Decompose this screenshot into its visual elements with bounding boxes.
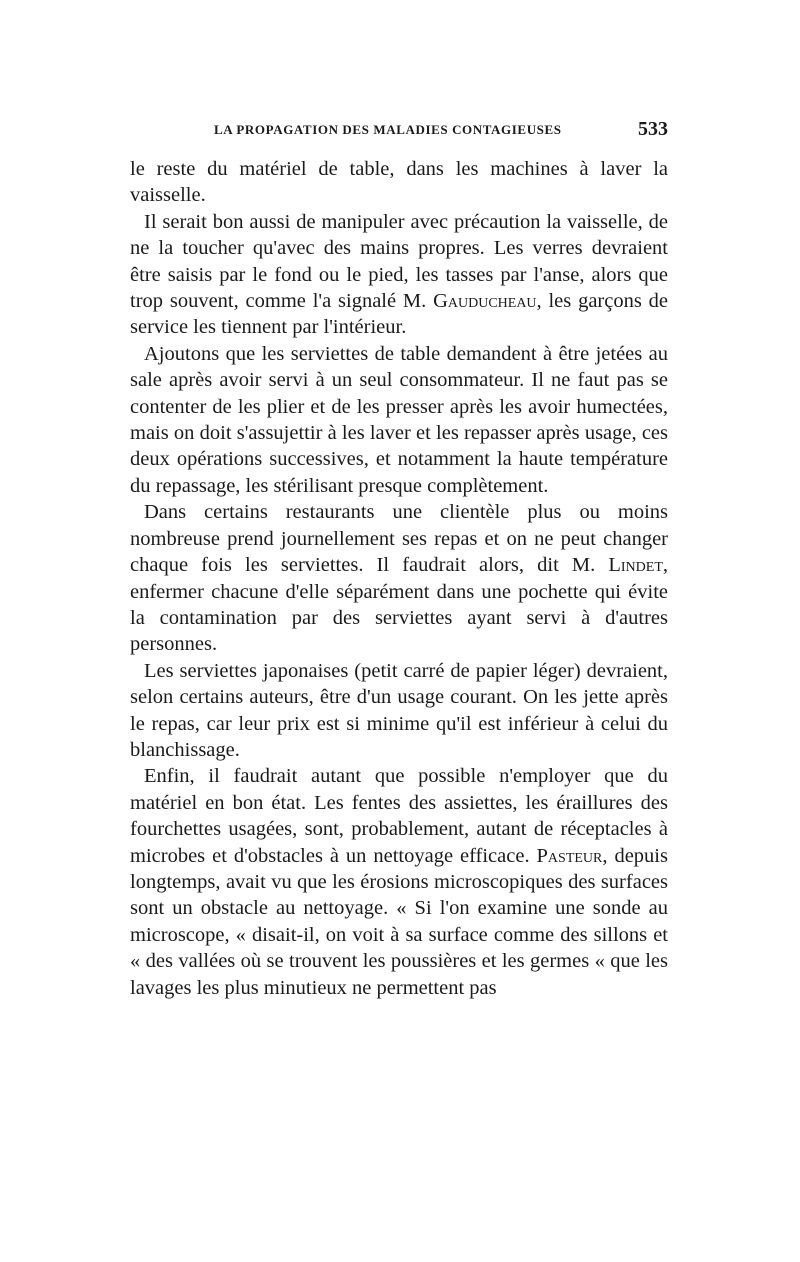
paragraph-text: , depuis longtemps, avait vu que les érosions microscopiques des surfaces sont un obstacle au nettoyage. « Si l'on examine une sonde au microscope, « disait-il, on voit à sa surface comme des sillons et « des vallées où se trouvent les poussières et les germes « que les lavages les plus minutieux ne permettent pas [130,844,668,999]
paragraph-text: Les serviettes japonaises (petit carré de papier léger) devraient, selon certains auteurs, être d'un usage courant. On les jette après le repas, car leur prix est si minime qu'il est inférieur à celui du blanchissage. [130,659,668,761]
book-page [130,118,668,1001]
paragraph [130,763,668,1001]
author-name: Lindet [608,554,663,577]
paragraph [130,658,668,764]
author-name: Pasteur [536,844,603,867]
body-text [130,156,668,1001]
author-name: Gauducheau [433,290,537,313]
paragraph-text: , les garçons de service les tiennent par l'intérieur. [130,290,668,339]
paragraph-text: Enfin, il faudrait autant que possible n'employer que du matériel en bon état. Les fentes des assiettes, les éraillures des fourchettes usagées, sont, probablement, autant de réceptacles à microbes et d'obstacles à un nettoyage efficace. [130,765,668,867]
paragraph-text: Il serait bon aussi de manipuler avec précaution la vaisselle, de ne la toucher qu'avec des mains propres. Les verres devraient être saisis par le fond ou le pied, les tasses par l'anse, alors que trop souvent, comme l'a signalé M. [130,210,668,313]
paragraph-text: le reste du matériel de table, dans les machines à laver la vaisselle. [130,158,668,207]
page-number: 533 [638,118,668,140]
paragraph [130,499,668,657]
paragraph-text: , enfermer chacune d'elle séparément dans une pochette qui évite la contamination par des serviettes ayant servi à d'autres personnes. [130,554,668,656]
running-title: LA PROPAGATION DES MALADIES CONTAGIEUSES [214,122,562,137]
running-head [130,118,668,148]
paragraph-text: Dans certains restaurants une clientèle plus ou moins nombreuse prend journellement ses repas et on ne peut changer chaque fois les serviettes. Il faudrait alors, dit M. [130,501,668,577]
paragraph [130,341,668,499]
paragraph [130,209,668,341]
paragraph [130,156,668,209]
paragraph-text: Ajoutons que les serviettes de table demandent à être jetées au sale après avoir servi à un seul consommateur. Il ne faut pas se contenter de les plier et de les presser après les avoir humectées, mais on doit s'assujettir à les laver et les repasser après usage, ces deux opérations successives, et notamment la haute température du repassage, les stérilisant presque complètement. [130,342,668,497]
